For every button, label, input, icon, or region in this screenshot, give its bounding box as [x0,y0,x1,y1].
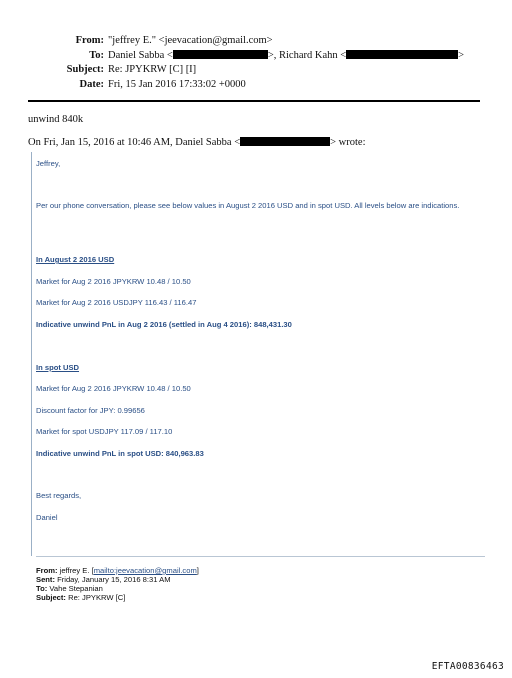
subject-value: Re: JPYKRW [C] [I] [108,64,197,75]
quoted-line: Market for Aug 2 2016 USDJPY 116.43 / 116.47 [36,298,197,307]
date-label: Date: [79,78,104,90]
date-value: Fri, 15 Jan 2016 17:33:02 +0000 [108,78,246,90]
fwd-from-end: ] [196,566,199,575]
section-title-august: In August 2 2016 USD [36,255,115,264]
fwd-sent-value: Friday, January 15, 2016 8:31 AM [57,575,171,584]
header-subject-row [30,63,464,78]
forwarded-header [36,566,199,602]
quoted-line: Discount factor for JPY: 0.99656 [36,406,145,415]
quoted-line: Market for Aug 2 2016 JPYKRW 10.48 / 10.50 [36,277,191,286]
fwd-subject-value: Re: JPYKRW [C] [68,593,126,602]
fwd-subject-row [36,593,199,602]
fwd-from-row [36,566,199,575]
redaction-box [346,50,458,59]
to-value-suffix: > [458,49,465,61]
quoted-intro: Per our phone conversation, please see below values in August 2 2016 USD and in spot USD. All levels below are indications. [36,201,460,210]
quoted-closing: Best regards, [36,491,82,500]
quoted-greeting: Jeffrey, [36,159,61,168]
quoted-pnl-august: Indicative unwind PnL in Aug 2 2016 (settled in Aug 4 2016): 848,431.30 [36,320,292,329]
quoted-line: Market for spot USDJPY 117.09 / 117.10 [36,427,173,436]
quoted-signature: Daniel [36,513,58,522]
subject-label: Subject: [66,64,104,75]
attribution-suffix: > wrote: [330,137,366,148]
fwd-sent-row [36,575,199,584]
fwd-to-label: To: [36,584,48,593]
from-value: "jeffrey E." <jeevacation@gmail.com> [108,35,273,46]
fwd-subject-label: Subject: [36,593,66,602]
fwd-from-value: jeffrey E. [ [59,566,94,575]
reply-attribution [28,137,366,148]
to-value-prefix: Daniel Sabba < [108,49,173,61]
fwd-to-value: Vahe Stepanian [49,584,103,593]
section-title-spot: In spot USD [36,363,80,372]
mailto-link[interactable]: mailto:jeevacation@gmail.com [93,566,197,575]
header-divider [28,100,480,102]
from-label: From: [75,35,104,46]
fwd-from-label: From: [36,566,58,575]
reply-text: unwind 840k [28,114,84,125]
fwd-to-row [36,584,199,593]
quote-bar [31,152,486,556]
header-date-row [30,78,464,93]
header-to-row [30,49,464,64]
quoted-line: Market for Aug 2 2016 JPYKRW 10.48 / 10.50 [36,384,191,393]
fwd-sent-label: Sent: [36,575,55,584]
to-label: To: [89,49,104,61]
to-value-middle: >, Richard Kahn < [267,49,347,61]
quoted-pnl-spot: Indicative unwind PnL in spot USD: 840,963.83 [36,449,204,458]
forward-divider [36,556,485,557]
attribution-prefix: On Fri, Jan 15, 2016 at 10:46 AM, Daniel Sabba < [28,137,241,148]
bates-number: EFTA00836463 [431,661,504,672]
redaction-box [173,50,268,59]
header-from-row [30,34,464,49]
redaction-box [240,137,330,146]
email-header [30,34,464,92]
